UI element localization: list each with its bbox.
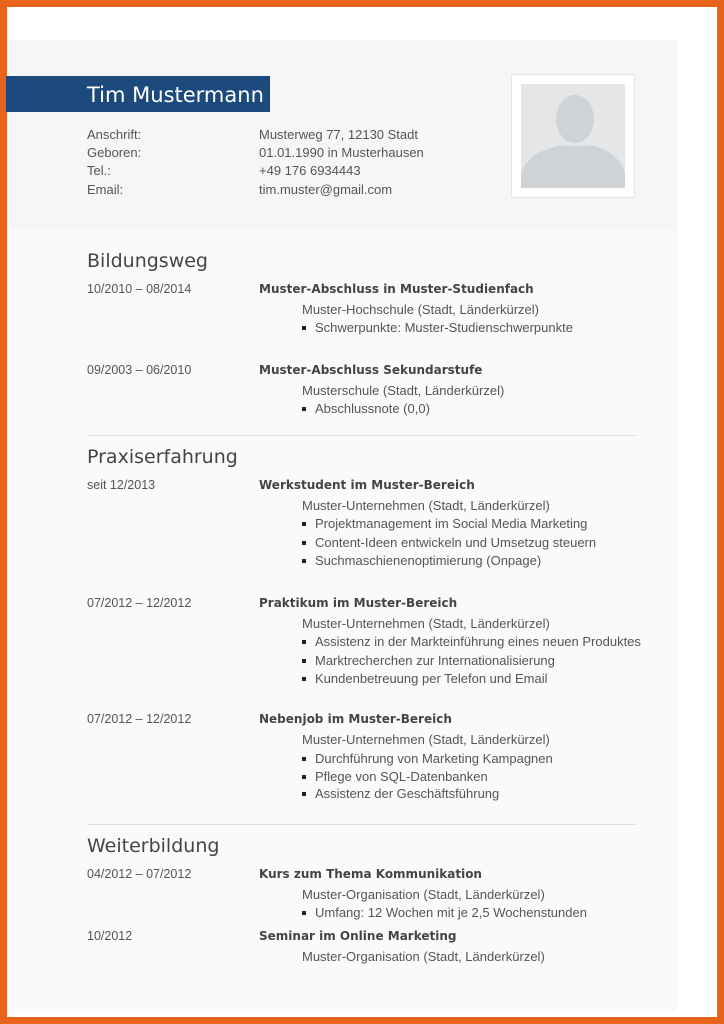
section-title-education: Bildungsweg bbox=[87, 250, 208, 272]
entry-organization: Muster-Hochschule (Stadt, Länderkürzel) bbox=[302, 302, 539, 317]
entry-date: 04/2012 – 07/2012 bbox=[87, 867, 192, 881]
entry-bullet-list bbox=[302, 904, 587, 923]
entry-title: Nebenjob im Muster-Bereich bbox=[259, 712, 452, 726]
entry-title: Werkstudent im Muster-Bereich bbox=[259, 478, 475, 492]
entry-bullet-list bbox=[302, 633, 641, 689]
entry-organization: Musterschule (Stadt, Länderkürzel) bbox=[302, 383, 505, 398]
entry-title: Kurs zum Thema Kommunikation bbox=[259, 867, 482, 881]
entry-organization: Muster-Organisation (Stadt, Länderkürzel) bbox=[302, 887, 545, 902]
entry-organization: Muster-Unternehmen (Stadt, Länderkürzel) bbox=[302, 498, 550, 513]
section-title-training: Weiterbildung bbox=[87, 835, 220, 857]
bullet-item: Pflege von SQL-Datenbanken bbox=[302, 768, 553, 786]
bullet-item: Schwerpunkte: Muster-Studienschwerpunkte bbox=[302, 319, 573, 338]
bullet-item: Umfang: 12 Wochen mit je 2,5 Wochenstunden bbox=[302, 904, 587, 923]
section-divider bbox=[87, 435, 636, 436]
profile-photo bbox=[511, 74, 635, 198]
entry-bullet-list bbox=[302, 750, 553, 803]
birth-label: Geboren: bbox=[87, 145, 142, 160]
candidate-name: Tim Mustermann bbox=[87, 83, 264, 107]
bullet-item: Durchführung von Marketing Kampagnen bbox=[302, 750, 553, 768]
bullet-item: Marktrecherchen zur Internationalisierung bbox=[302, 652, 641, 671]
entry-title: Muster-Abschluss in Muster-Studienfach bbox=[259, 282, 534, 296]
bullet-item: Assistenz der Geschäftsführung bbox=[302, 785, 553, 803]
bullet-item: Suchmaschienenoptimierung (Onpage) bbox=[302, 552, 596, 571]
entry-date: 10/2012 bbox=[87, 929, 133, 943]
entry-date: 07/2012 – 12/2012 bbox=[87, 712, 192, 726]
section-title-experience: Praxiserfahrung bbox=[87, 446, 238, 468]
entry-date: 07/2012 – 12/2012 bbox=[87, 596, 192, 610]
entry-date: 10/2010 – 08/2014 bbox=[87, 282, 192, 296]
birth-value: 01.01.1990 in Musterhausen bbox=[259, 145, 424, 160]
bullet-item: Projektmanagement im Social Media Marketing bbox=[302, 515, 596, 534]
entry-title: Seminar im Online Marketing bbox=[259, 929, 457, 943]
address-label: Anschrift: bbox=[87, 127, 142, 142]
entry-bullet-list bbox=[302, 515, 596, 571]
bullet-item: Kundenbetreuung per Telefon und Email bbox=[302, 670, 641, 689]
entry-title: Praktikum im Muster-Bereich bbox=[259, 596, 458, 610]
bullet-item: Content-Ideen entwickeln und Umsetzug steuern bbox=[302, 534, 596, 553]
entry-organization: Muster-Unternehmen (Stadt, Länderkürzel) bbox=[302, 732, 550, 747]
section-divider bbox=[87, 824, 636, 825]
phone-value: +49 176 6934443 bbox=[259, 163, 361, 178]
bullet-item: Abschlussnote (0,0) bbox=[302, 400, 430, 419]
address-value: Musterweg 77, 12130 Stadt bbox=[259, 127, 418, 142]
entry-title: Muster-Abschluss Sekundarstufe bbox=[259, 363, 483, 377]
phone-label: Tel.: bbox=[87, 163, 111, 178]
entry-bullet-list bbox=[302, 319, 573, 338]
entry-date: seit 12/2013 bbox=[87, 478, 156, 492]
entry-bullet-list bbox=[302, 400, 430, 419]
entry-date: 09/2003 – 06/2010 bbox=[87, 363, 192, 377]
email-label: Email: bbox=[87, 182, 124, 197]
email-value: tim.muster@gmail.com bbox=[259, 182, 393, 197]
profile-silhouette-icon bbox=[521, 84, 625, 188]
entry-organization: Muster-Unternehmen (Stadt, Länderkürzel) bbox=[302, 616, 550, 631]
entry-organization: Muster-Organisation (Stadt, Länderkürzel) bbox=[302, 949, 545, 964]
bullet-item: Assistenz in der Markteinführung eines neuen Produktes bbox=[302, 633, 641, 652]
